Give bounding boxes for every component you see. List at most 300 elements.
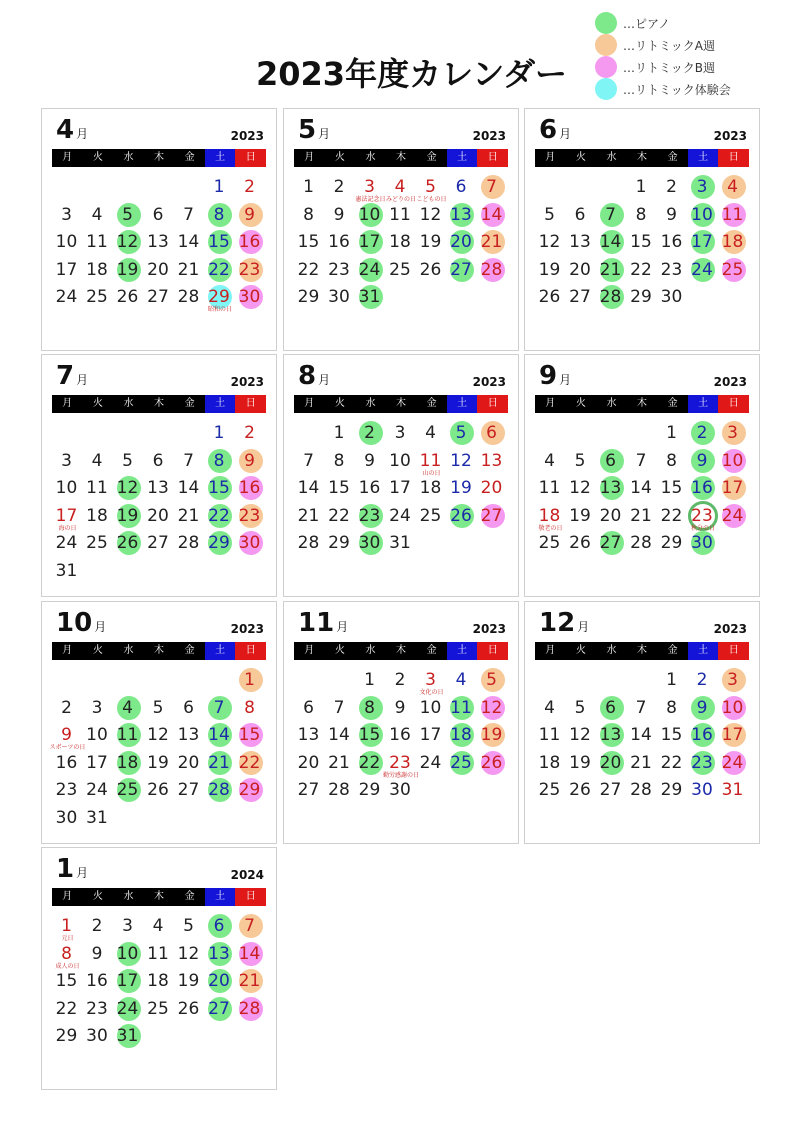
weekday-label: 日: [718, 395, 749, 413]
calendar-day: 8 成人の日: [52, 940, 82, 968]
calendar-day: 10: [113, 940, 143, 968]
calendar-day: 25: [419, 505, 442, 526]
calendar-day: 22: [660, 752, 683, 773]
holiday-label: 元日: [61, 935, 74, 942]
calendar-day: 25: [113, 776, 143, 804]
legend-label: …リトミック体験会: [623, 82, 731, 97]
calendar-day: 25: [147, 998, 169, 1019]
calendar-day: 13: [480, 450, 503, 471]
calendar-day: 8: [635, 204, 647, 225]
weekday-label: 月: [535, 395, 566, 413]
calendar-day: 29: [204, 529, 234, 557]
calendar-day: 1: [666, 670, 677, 690]
weekday-label: 火: [566, 395, 597, 413]
calendar-day: 31: [355, 283, 385, 311]
calendar-day: 1 元日: [52, 912, 82, 940]
calendar-day: 7: [183, 450, 194, 471]
calendar-day: 23: [328, 259, 350, 280]
calendar-day: 13: [596, 721, 626, 749]
holiday-label: 敬老の日: [538, 524, 563, 532]
calendar-day: 18: [86, 259, 108, 280]
weekday-label: 金: [174, 642, 205, 660]
calendar-day: 8: [666, 697, 677, 718]
calendar-day: 20: [480, 478, 503, 498]
calendar-day: 4: [544, 697, 555, 718]
calendar-day: 11: [718, 201, 748, 229]
calendar-day: 23: [235, 502, 265, 530]
calendar-day: 30: [235, 283, 265, 311]
weekday-label: 木: [144, 642, 175, 660]
calendar-day: 27: [297, 780, 320, 800]
calendar-day: 8: [303, 204, 314, 225]
calendar-day: 30: [355, 529, 385, 557]
calendar-day: 4: [544, 450, 555, 471]
calendar-day: 1: [235, 666, 265, 694]
calendar-day: 1: [333, 423, 345, 443]
weekday-label: 木: [386, 149, 417, 167]
holiday-label: こどもの日: [416, 196, 447, 203]
calendar-day: 9: [666, 204, 677, 225]
legend-swatch-icon: [595, 56, 617, 78]
calendar-day: 1: [666, 423, 677, 443]
weekday-label: 土: [205, 642, 236, 660]
calendar-day: 26: [446, 502, 476, 530]
month-calendar: [524, 108, 760, 351]
calendar-day: 14: [630, 725, 652, 745]
calendar-day: 28: [235, 995, 265, 1023]
calendar-day: 11: [389, 204, 411, 225]
calendar-day: 21: [177, 259, 200, 280]
calendar-day: 19: [569, 752, 591, 773]
calendar-day: 11: [86, 232, 108, 252]
weekday-header: [52, 888, 266, 906]
weekday-label: 月: [294, 642, 325, 660]
calendar-day: 13: [446, 201, 476, 229]
weekday-label: 土: [205, 888, 236, 906]
weekday-label: 土: [205, 395, 236, 413]
calendar-day: 19: [477, 721, 507, 749]
calendar-day: 22: [355, 749, 385, 777]
legend-label: …リトミックA週: [623, 38, 715, 53]
weekday-label: 水: [113, 888, 144, 906]
weekday-label: 金: [416, 149, 447, 167]
calendar-day: 14: [204, 721, 234, 749]
calendar-day: 20: [596, 749, 626, 777]
weekday-label: 火: [83, 642, 114, 660]
calendar-day: 3: [61, 450, 72, 471]
calendar-day: 10: [355, 201, 385, 229]
calendar-day: 24: [55, 533, 78, 553]
calendar-day: 17: [355, 228, 385, 256]
legend-item: [595, 56, 731, 78]
calendar-day: 18: [389, 232, 411, 252]
calendar-day: 4: [718, 173, 748, 201]
weekday-label: 日: [718, 642, 749, 660]
calendar-day: 21: [596, 256, 626, 284]
calendar-day: 29: [235, 776, 265, 804]
calendar-day: 22: [204, 256, 234, 284]
calendar-day: 9: [235, 447, 265, 475]
calendar-day: 7: [333, 697, 345, 718]
calendar-day: 19: [177, 971, 200, 991]
calendar-day: 15: [235, 721, 265, 749]
holiday-label: 秋分の日: [690, 524, 715, 532]
calendar-day: 18: [538, 752, 561, 773]
calendar-day: 16: [55, 752, 78, 773]
calendar-day: 30: [55, 807, 78, 828]
calendar-day: 29: [660, 780, 683, 800]
calendar-day: 4: [455, 670, 467, 690]
weekday-label: 火: [83, 149, 114, 167]
legend-label: …ピアノ: [623, 16, 671, 31]
calendar-day: 28: [328, 780, 350, 800]
calendar-day: 16: [235, 228, 265, 256]
calendar-day: 10: [86, 725, 108, 745]
calendar-day: 20: [446, 228, 476, 256]
calendar-day: 14: [328, 725, 350, 745]
calendar-day: 20: [599, 505, 622, 526]
calendar-day: 23: [355, 502, 385, 530]
calendar-day: 11: [538, 478, 561, 498]
legend-swatch-icon: [595, 78, 617, 100]
calendar-day: 9: [394, 697, 406, 718]
weekday-label: 火: [325, 395, 356, 413]
weekday-label: 水: [113, 395, 144, 413]
calendar-day: 29 昭和の日: [204, 283, 234, 311]
weekday-header: [294, 642, 508, 660]
calendar-day: 31: [389, 533, 411, 553]
weekday-label: 金: [174, 149, 205, 167]
calendar-day: 14: [177, 478, 200, 498]
calendar-day: 10: [718, 694, 748, 722]
calendar-day: 12: [569, 478, 591, 498]
weekday-label: 月: [52, 395, 83, 413]
calendar-day: 7: [303, 450, 314, 471]
calendar-day: 10: [55, 232, 78, 252]
calendar-day: 20: [204, 967, 234, 995]
month-calendar: [524, 601, 760, 844]
month-name: 9 月: [539, 361, 572, 391]
calendar-day: 29: [630, 287, 652, 307]
legend: [595, 12, 731, 100]
calendar-day: 3: [718, 666, 748, 694]
weekday-label: 土: [447, 395, 478, 413]
calendar-day: 11 山の日: [416, 447, 446, 475]
calendar-day: 2: [244, 423, 255, 443]
calendar-day: 18: [718, 228, 748, 256]
month-year: 2023: [230, 375, 264, 389]
calendar-day: 24: [389, 505, 411, 526]
calendar-day: 21: [235, 967, 265, 995]
calendar-day: 26: [147, 780, 169, 800]
calendar-day: 9 スポーツの日: [52, 721, 82, 749]
weekday-label: 月: [294, 149, 325, 167]
legend-item: [595, 12, 731, 34]
calendar-day: 17: [718, 721, 748, 749]
calendar-day: 17: [718, 474, 748, 502]
calendar-day: 20: [147, 505, 169, 526]
calendar-day: 28: [630, 780, 652, 800]
calendar-day: 8: [355, 694, 385, 722]
calendar-day: 9: [687, 447, 717, 475]
weekday-label: 木: [627, 642, 658, 660]
calendar-day: 6: [455, 177, 467, 197]
calendar-day: 11: [147, 943, 169, 964]
calendar-day: 20: [569, 259, 591, 280]
calendar-day: 21: [477, 228, 507, 256]
calendar-day: 22: [297, 259, 320, 280]
calendar-day: 19: [569, 505, 591, 526]
calendar-day: 23 勤労感謝の日: [385, 749, 415, 777]
calendar-day: 29: [328, 533, 350, 553]
weekday-label: 月: [52, 642, 83, 660]
calendar-day: 26: [569, 780, 591, 800]
calendar-day: 30: [328, 287, 350, 307]
weekday-label: 金: [174, 395, 205, 413]
weekday-header: [294, 395, 508, 413]
calendar-day: 22: [660, 505, 683, 526]
weekday-label: 日: [235, 642, 266, 660]
calendar-day: 2: [394, 670, 406, 690]
calendar-day: 3: [687, 173, 717, 201]
calendar-day: 26: [569, 533, 591, 553]
calendar-day: 17: [86, 752, 108, 773]
calendar-day: 10: [687, 201, 717, 229]
weekday-label: 水: [355, 642, 386, 660]
calendar-day: 1: [213, 177, 225, 197]
calendar-day: 16: [358, 478, 381, 498]
legend-swatch-icon: [595, 12, 617, 34]
weekday-label: 月: [52, 888, 83, 906]
calendar-day: 7: [635, 697, 647, 718]
calendar-day: 18: [419, 478, 442, 498]
calendar-day: 15: [355, 721, 385, 749]
calendar-day: 17: [687, 228, 717, 256]
calendar-day: 17: [55, 259, 78, 280]
calendar-day: 2: [687, 419, 717, 447]
calendar-day: 23 秋分の日: [687, 502, 717, 530]
weekday-label: 月: [535, 642, 566, 660]
calendar-day: 4: [152, 916, 164, 936]
calendar-day: 19: [147, 752, 169, 773]
calendar-day: 18: [446, 721, 476, 749]
calendar-day: 15: [55, 971, 78, 991]
month-year: 2023: [713, 129, 747, 143]
month-year: 2024: [230, 868, 264, 882]
calendar-day: 27: [147, 533, 169, 553]
calendar-day: 16: [235, 474, 265, 502]
calendar-day: 22: [55, 998, 78, 1019]
weekday-label: 火: [83, 888, 114, 906]
month-calendar: [524, 354, 760, 597]
calendar-day: 27: [204, 995, 234, 1023]
month-year: 2023: [230, 129, 264, 143]
calendar-day: 22: [204, 502, 234, 530]
calendar-day: 14: [235, 940, 265, 968]
weekday-label: 月: [294, 395, 325, 413]
calendar-day: 12: [538, 232, 561, 252]
calendar-day: 24: [419, 752, 442, 773]
calendar-day: 23: [55, 780, 78, 800]
calendar-day: 18: [86, 505, 108, 526]
calendar-day: 31: [55, 560, 78, 581]
calendar-day: 21: [328, 752, 350, 773]
holiday-label: 成人の日: [55, 962, 80, 970]
calendar-day: 19: [113, 502, 143, 530]
weekday-label: 土: [447, 149, 478, 167]
month-calendar: [41, 354, 277, 597]
calendar-day: 25: [86, 287, 108, 307]
calendar-day: 18: [113, 749, 143, 777]
calendar-day: 24: [113, 995, 143, 1023]
calendar-day: 21: [630, 752, 652, 773]
calendar-day: 8: [204, 447, 234, 475]
weekday-label: 土: [447, 642, 478, 660]
calendar-day: 4: [91, 450, 103, 471]
calendar-day: 28: [177, 287, 200, 307]
holiday-label: スポーツの日: [49, 744, 86, 751]
calendar-day: 29: [660, 533, 683, 553]
legend-swatch-icon: [595, 34, 617, 56]
calendar-day: 2: [333, 177, 345, 197]
weekday-label: 木: [386, 642, 417, 660]
weekday-label: 水: [355, 395, 386, 413]
calendar-day: 3: [718, 419, 748, 447]
holiday-label: 文化の日: [419, 689, 444, 696]
holiday-label: 海の日: [58, 524, 77, 532]
calendar-day: 15: [204, 228, 234, 256]
weekday-header: [52, 642, 266, 660]
calendar-day: 30: [86, 1026, 108, 1046]
calendar-day: 6: [596, 694, 626, 722]
calendar-day: 25: [538, 780, 561, 800]
calendar-day: 12: [569, 725, 591, 745]
calendar-day: 21: [204, 749, 234, 777]
calendar-day: 4: [91, 204, 103, 225]
calendar-day: 29: [55, 1026, 78, 1046]
calendar-day: 8: [333, 450, 345, 471]
calendar-day: 16: [687, 474, 717, 502]
calendar-day: 28: [204, 776, 234, 804]
calendar-day: 28: [177, 533, 200, 553]
calendar-day: 22: [235, 749, 265, 777]
calendar-day: 29: [358, 780, 381, 800]
calendar-day: 13: [147, 478, 169, 498]
page-title: 2023年度カレンダー: [256, 55, 567, 93]
calendar-day: 15: [297, 232, 320, 252]
weekday-label: 木: [627, 149, 658, 167]
month-year: 2023: [472, 375, 506, 389]
calendar-day: 27: [477, 502, 507, 530]
calendar-day: 10: [55, 478, 78, 498]
weekday-label: 火: [83, 395, 114, 413]
calendar-day: 23: [86, 998, 108, 1019]
calendar-day: 26: [477, 749, 507, 777]
calendar-day: 5: [122, 450, 133, 471]
calendar-day: 25: [389, 259, 411, 280]
weekday-label: 金: [416, 395, 447, 413]
holiday-label: 昭和の日: [207, 306, 232, 313]
calendar-day: 5: [446, 419, 476, 447]
calendar-day: 22: [630, 259, 652, 280]
calendar-day: 31: [86, 807, 108, 828]
weekday-label: 日: [477, 395, 508, 413]
calendar-day: 16: [687, 721, 717, 749]
calendar-day: 7: [635, 450, 647, 471]
calendar-day: 20: [177, 752, 200, 773]
calendar-day: 21: [630, 505, 652, 526]
weekday-label: 木: [627, 395, 658, 413]
calendar-day: 26: [538, 287, 561, 307]
calendar-day: 3 憲法記念日: [355, 173, 385, 201]
weekday-label: 月: [52, 149, 83, 167]
calendar-day: 24: [355, 256, 385, 284]
weekday-label: 日: [477, 642, 508, 660]
calendar-day: 21: [297, 505, 320, 526]
calendar-day: 15: [630, 232, 652, 252]
calendar-day: 26: [177, 998, 200, 1019]
calendar-day: 12: [177, 943, 200, 964]
calendar-day: 27: [599, 780, 622, 800]
month-name: 8 月: [298, 361, 331, 391]
weekday-header: [535, 395, 749, 413]
weekday-label: 水: [355, 149, 386, 167]
calendar-day: 1: [635, 177, 647, 197]
month-year: 2023: [472, 622, 506, 636]
calendar-day: 5: [477, 666, 507, 694]
calendar-day: 6: [204, 912, 234, 940]
calendar-day: 5: [574, 450, 586, 471]
weekday-label: 日: [235, 395, 266, 413]
calendar-day: 24: [687, 256, 717, 284]
calendar-day: 27: [446, 256, 476, 284]
legend-item: [595, 34, 731, 56]
weekday-label: 木: [144, 888, 175, 906]
weekday-label: 水: [113, 149, 144, 167]
holiday-label: 山の日: [422, 469, 441, 477]
calendar-day: 8: [666, 450, 677, 471]
calendar-day: 13: [147, 232, 169, 252]
calendar-day: 6: [596, 447, 626, 475]
weekday-label: 日: [477, 149, 508, 167]
calendar-day: 16: [328, 232, 350, 252]
calendar-day: 24: [55, 287, 78, 307]
calendar-day: 5: [152, 697, 164, 718]
calendar-day: 1: [364, 670, 375, 690]
month-year: 2023: [713, 375, 747, 389]
weekday-header: [294, 149, 508, 167]
weekday-header: [52, 395, 266, 413]
weekday-label: 金: [657, 149, 688, 167]
weekday-label: 日: [235, 888, 266, 906]
month-year: 2023: [230, 622, 264, 636]
calendar-day: 12: [450, 450, 472, 471]
calendar-day: 31: [113, 1022, 143, 1050]
calendar-day: 13: [596, 474, 626, 502]
calendar-day: 3: [122, 916, 133, 936]
calendar-day: 25: [446, 749, 476, 777]
calendar-day: 20: [147, 259, 169, 280]
calendar-day: 2: [355, 419, 385, 447]
calendar-day: 11: [446, 694, 476, 722]
calendar-day: 28: [297, 533, 320, 553]
weekday-label: 水: [596, 642, 627, 660]
calendar-day: 16: [389, 725, 411, 745]
calendar-day: 17: [389, 478, 411, 498]
calendar-day: 28: [596, 283, 626, 311]
calendar-day: 4 みどりの日: [385, 173, 415, 201]
calendar-day: 2: [61, 697, 72, 718]
